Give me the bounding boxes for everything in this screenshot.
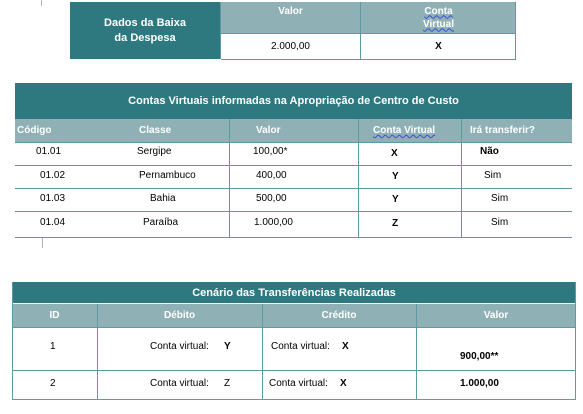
header-debito: Débito <box>163 310 196 321</box>
table-row: 1 Conta virtual: Y Conta virtual: X 900,00** <box>50 341 499 362</box>
table-row: 01.02 Pernambuco 400,00 Y Sim <box>40 170 502 182</box>
header-credito: Crédito <box>321 310 357 321</box>
page-marker <box>42 238 43 248</box>
table-row: 01.01 Sergipe 100,00* X Não <box>36 146 499 159</box>
expense-row-label: Dados da Baixa da Despesa <box>70 2 220 59</box>
header-valor: Valor <box>256 125 281 136</box>
header-ira-transferir: Irá transferir? <box>470 125 536 136</box>
header-classe: Classe <box>139 125 172 136</box>
header-conta-virtual: Conta Virtual <box>361 2 516 33</box>
table-row: 2 Conta virtual: Z Conta virtual: X 1.000,00 <box>50 378 499 389</box>
expense-value: 2.000,00 <box>271 41 310 52</box>
transfers-table-title: Cenário das Transferências Realizadas <box>12 282 576 303</box>
cost-center-table-title: Contas Virtuais informadas na Apropriação de Centro de Custo <box>15 83 572 119</box>
table-row: 01.04 Paraíba 1.000,00 Z Sim <box>40 217 509 229</box>
header-conta-virtual: Conta Virtual <box>373 125 436 136</box>
header-valor: Valor <box>221 2 360 33</box>
header-codigo: Código <box>17 125 52 136</box>
page-marker <box>41 0 42 6</box>
header-id: ID <box>49 310 60 321</box>
table-row: 01.03 Bahia 500,00 Y Sim <box>40 193 509 205</box>
header-valor: Valor <box>483 310 509 321</box>
expense-account: X <box>435 41 442 52</box>
